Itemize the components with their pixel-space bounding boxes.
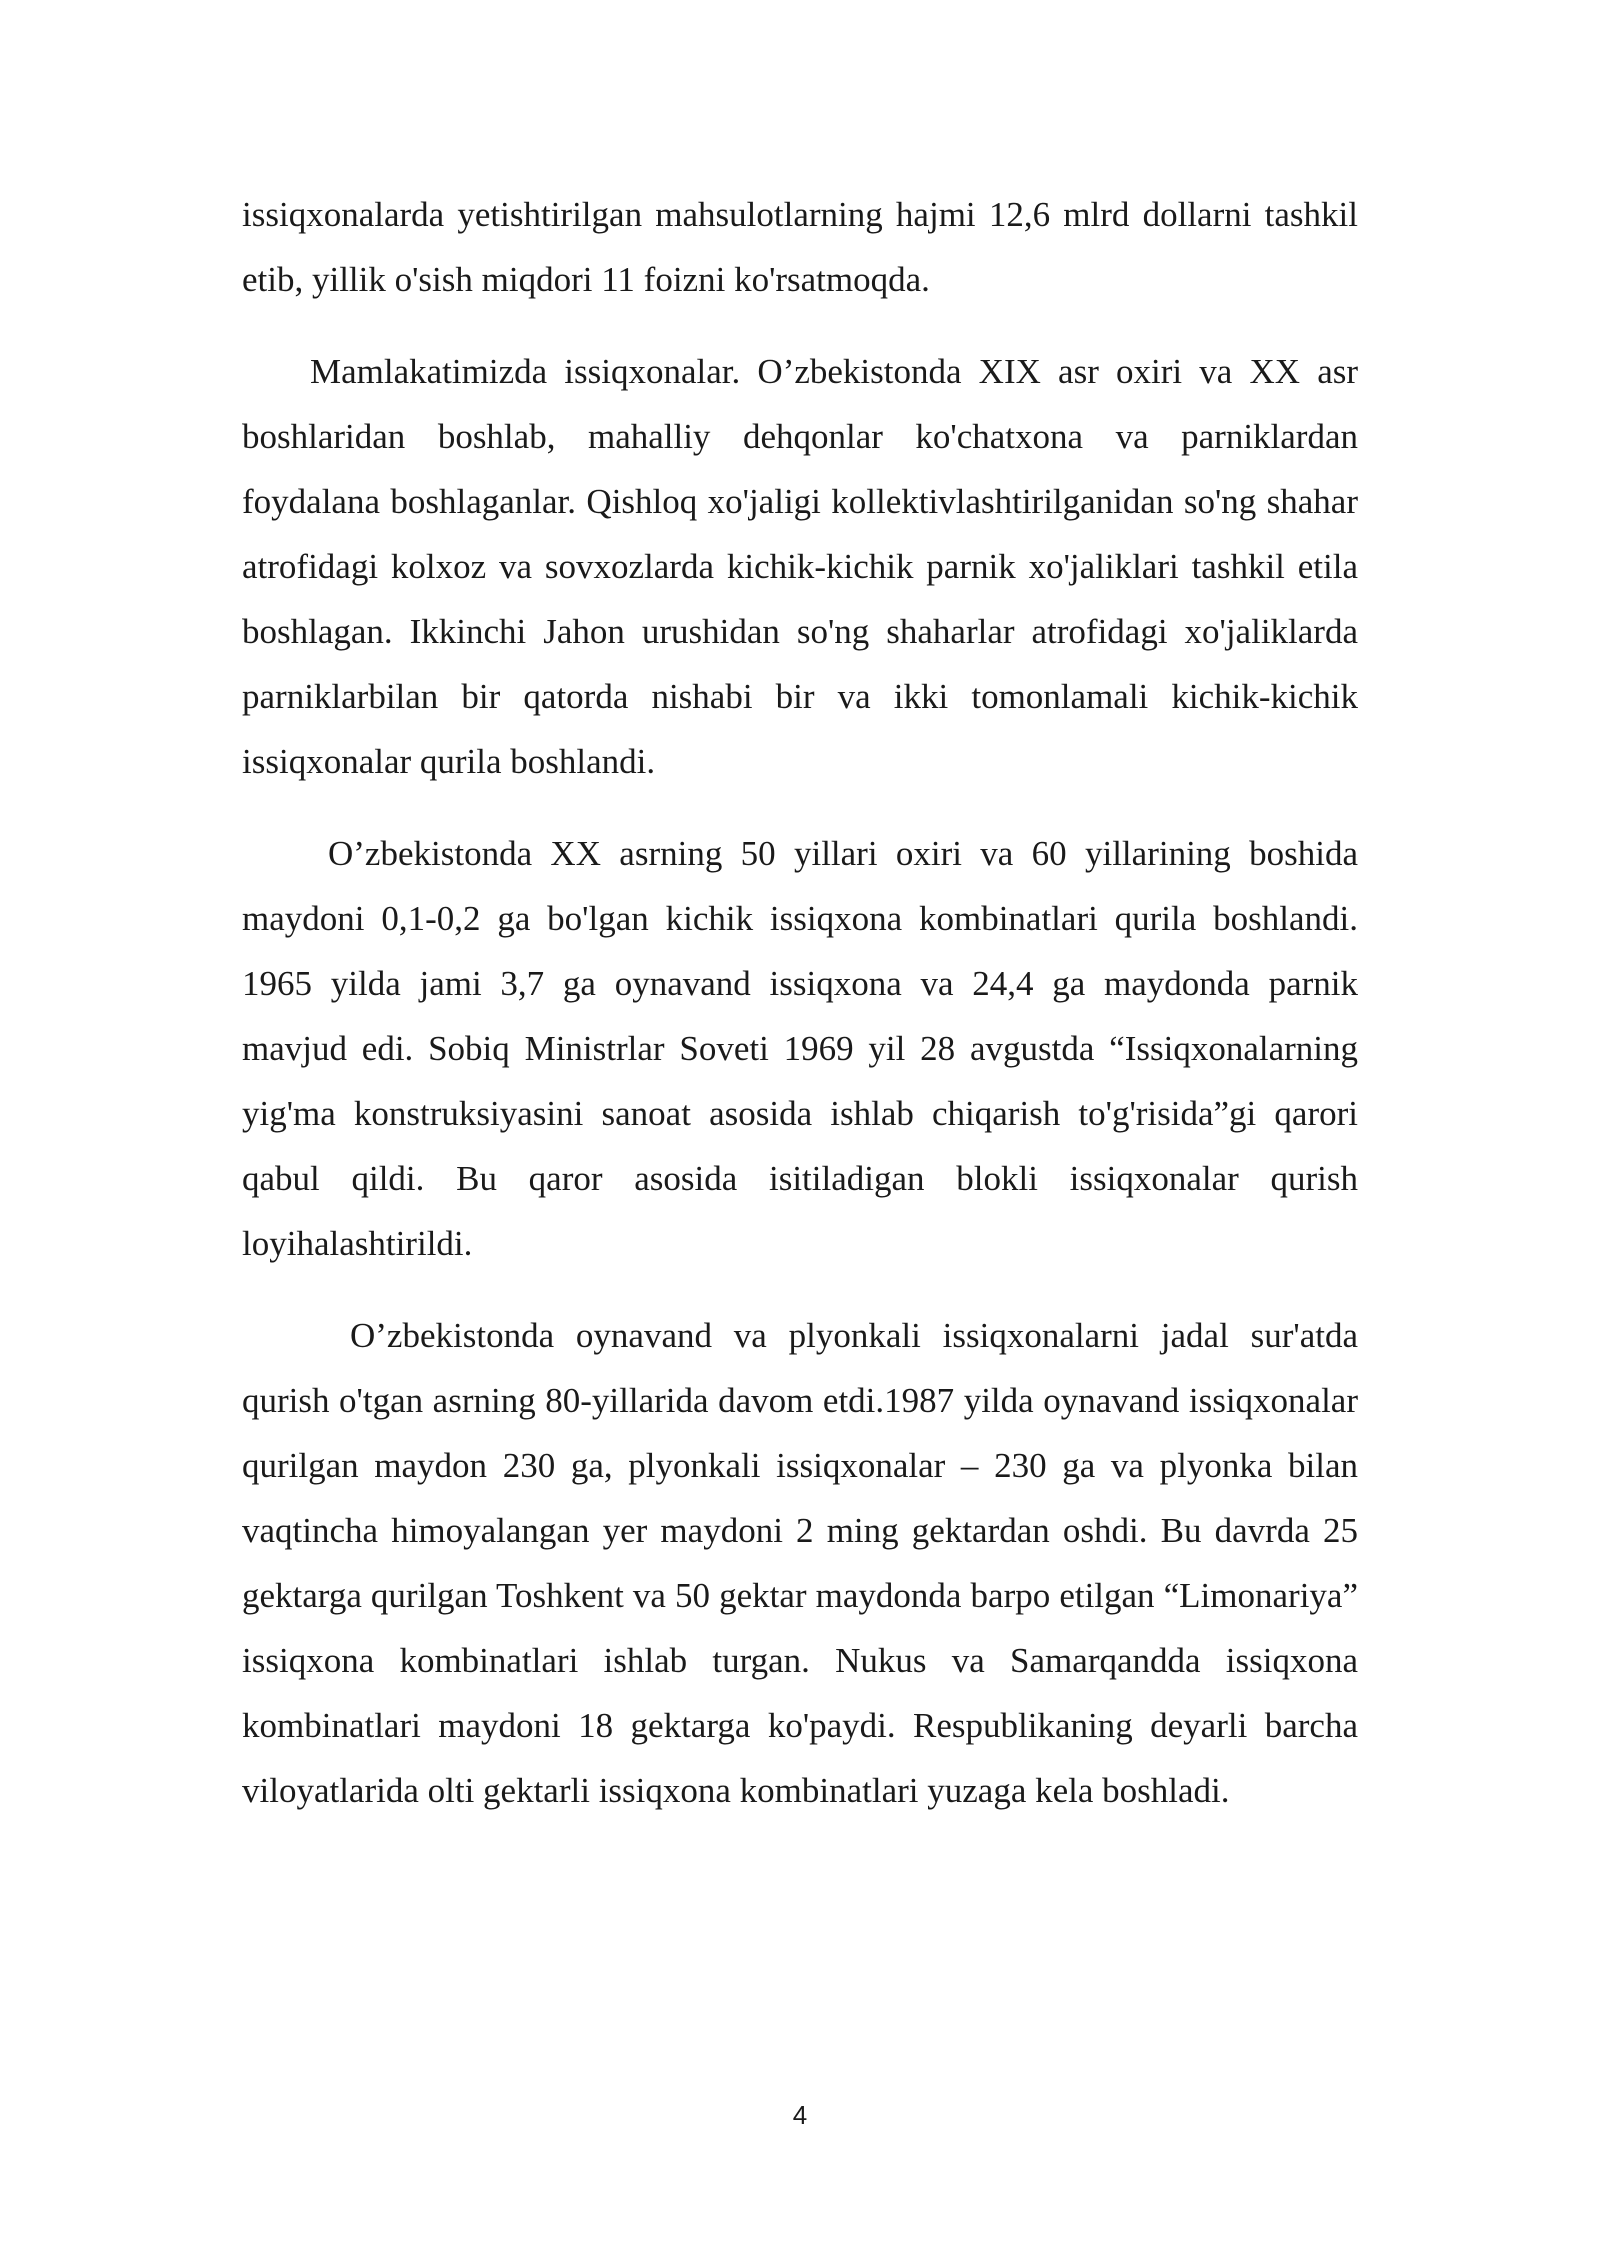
paragraph-1950s-1960s: O’zbekistonda XX asrning 50 yillari oxiri va 60 yillarining boshida maydoni 0,1-0,2 ga bo'lgan kichik issiqxona kombinatlari qurila boshlandi. 1965 yilda jami 3,7 ga oynavand issiqxona va 24,4 ga maydonda parnik mavjud edi. Sobiq Ministrlar Soveti 1969 yil 28 avgustda “Issiqxonalarning yig'ma konstruksiyasini sanoat asosida ishlab chiqarish to'g'risida”gi qarori qabul qildi. Bu qaror asosida isitiladigan blokli issiqxonalar qurish loyihalashtirildi. — [242, 834, 1358, 1263]
page-body — [242, 182, 1358, 1850]
page-number: 4 — [792, 2100, 808, 2130]
paragraph-1980s: O’zbekistonda oynavand va plyonkali issiqxonalarni jadal sur'atda qurish o'tgan asrning 80-yillarida davom etdi.1987 yilda oynavand issiqxonalar qurilgan maydon 230 ga, plyonkali issiqxonalar – 230 ga va plyonka bilan vaqtincha himoyalangan yer maydoni 2 ming gektardan oshdi. Bu davrda 25 gektarga qurilgan Toshkent va 50 gektar maydonda barpo etilgan “Limonariya” issiqxona kombinatlari ishlab turgan. Nukus va Samarqandda issiqxona kombinatlari maydoni 18 gektarga ko'paydi. Respublikaning deyarli barcha viloyatlarida olti gektarli issiqxona kombinatlari yuzaga kela boshladi. — [242, 1316, 1358, 1810]
paragraph-greenhouse-output: issiqxonalarda yetishtirilgan mahsulotlarning hajmi 12,6 mlrd dollarni tashkil etib, yillik o'sish miqdori 11 foizni ko'rsatmoqda. — [242, 195, 1358, 299]
paragraph-greenhouses-in-country: Mamlakatimizda issiqxonalar. O’zbekistonda XIX asr oxiri va XX asr boshlaridan boshlab, mahalliy dehqonlar ko'chatxona va parniklardan foydalana boshlaganlar. Qishloq xo'jaligi kollektivlashtirilganidan so'ng shahar atrofidagi kolxoz va sovxozlarda kichik-kichik parnik xo'jaliklari tashkil etila boshlagan. Ikkinchi Jahon urushidan so'ng shaharlar atrofidagi xo'jaliklarda parniklarbilan bir qatorda nishabi bir va ikki tomonlamali kichik-kichik issiqxonalar qurila boshlandi. — [242, 352, 1358, 781]
